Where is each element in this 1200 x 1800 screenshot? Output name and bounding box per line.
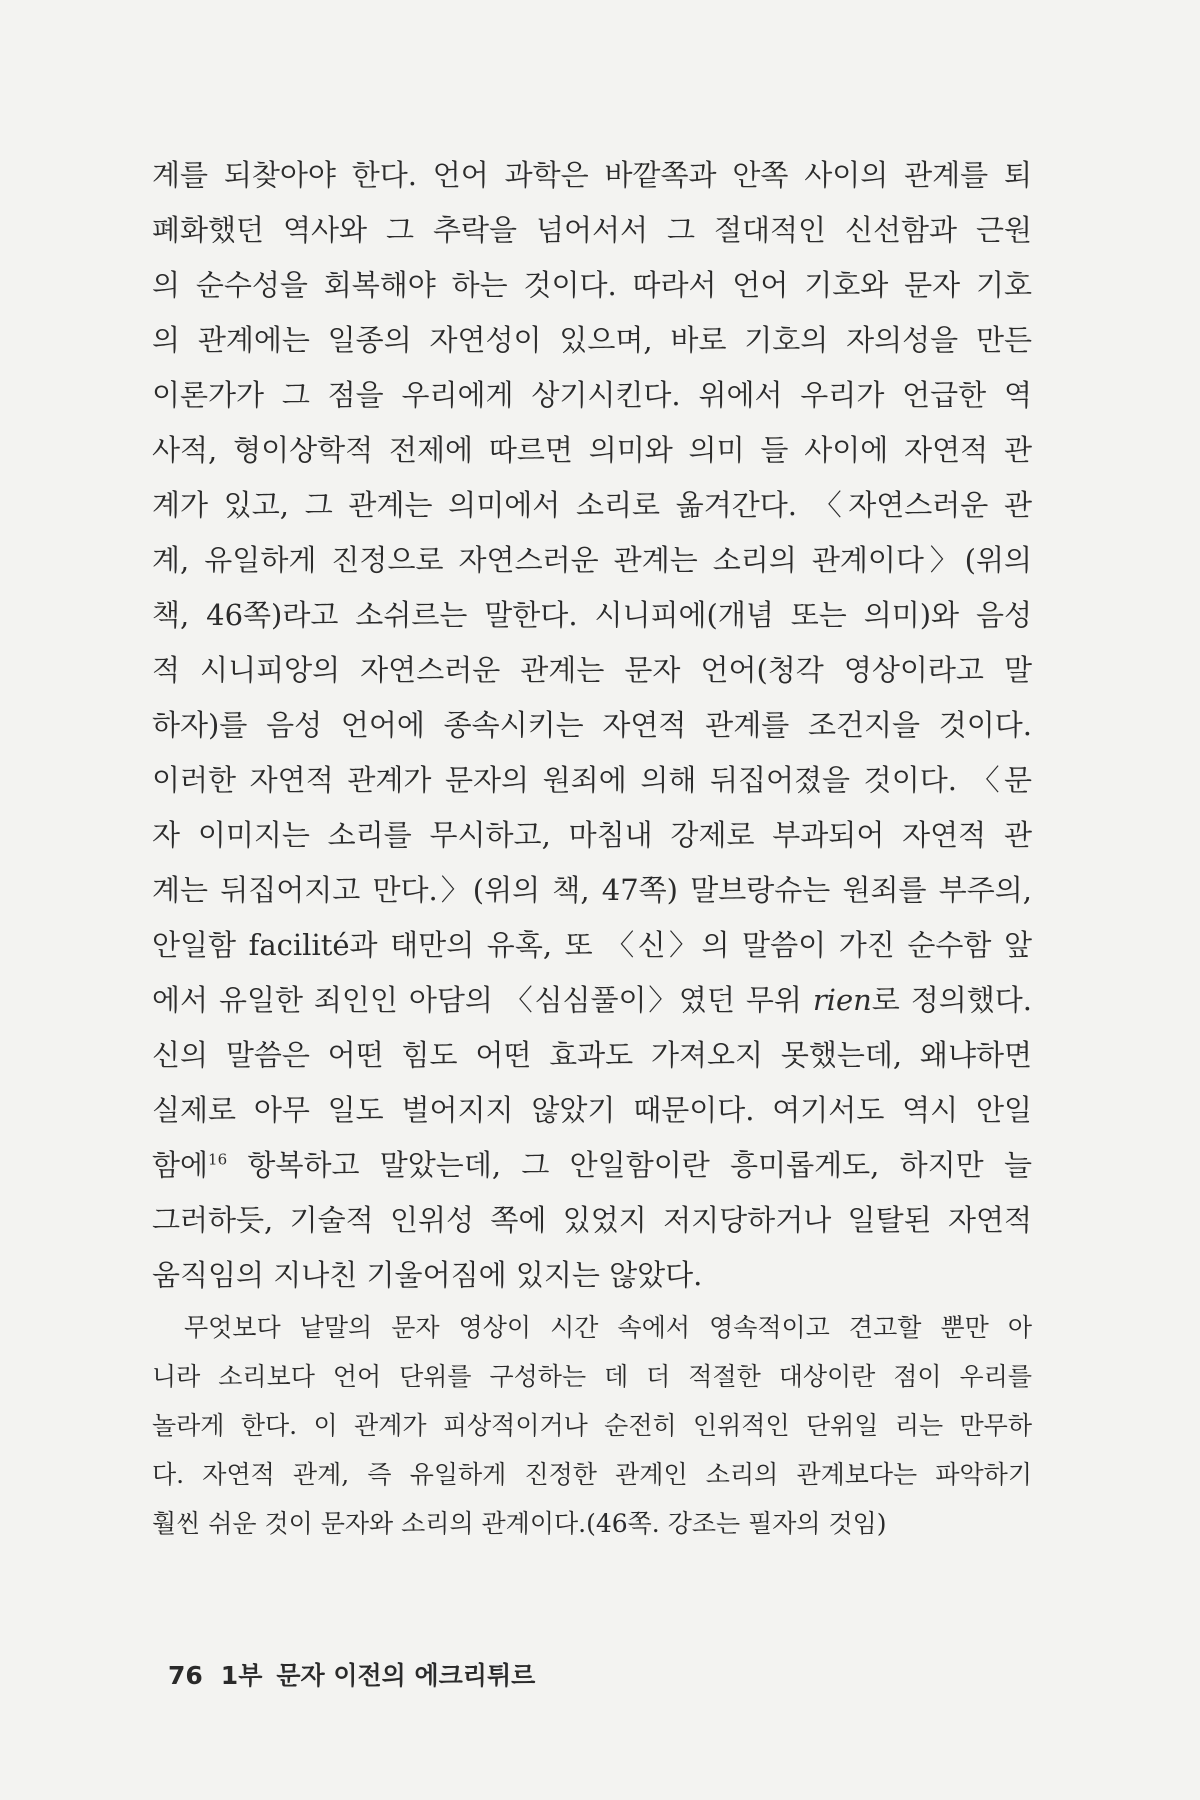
text-segment: 의 관계에는 일종의 자연성이 있으며, 바로 기호의 자의성을 만든 <box>152 323 1032 357</box>
text-segment: 계가 있고, 그 관계는 의미에서 소리로 옮겨간다. 〈자연스러운 관 <box>152 488 1032 522</box>
text-line <box>152 1248 1032 1303</box>
text-line <box>152 643 1032 698</box>
text-line <box>152 698 1032 753</box>
text-line <box>152 148 1032 203</box>
text-line <box>152 533 1032 588</box>
text-line <box>152 1028 1032 1083</box>
main-paragraph <box>152 148 1032 1303</box>
text-line <box>152 258 1032 313</box>
page-number: 76 <box>168 1661 203 1690</box>
text-line <box>152 863 1032 918</box>
text-segment: 이러한 자연적 관계가 문자의 원죄에 의해 뒤집어졌을 것이다. 〈문 <box>152 763 1032 797</box>
text-segment: 그러하듯, 기술적 인위성 쪽에 있었지 저지당하거나 일탈된 자연적 <box>152 1203 1032 1237</box>
text-segment: 에서 유일한 죄인인 아담의 〈심심풀이〉였던 무위 <box>152 983 813 1017</box>
text-line <box>152 203 1032 258</box>
quote-line: 무엇보다 낱말의 문자 영상이 시간 속에서 영속적이고 견고할 뿐만 아 <box>184 1313 1032 1342</box>
italic-term: rien <box>812 983 872 1017</box>
text-segment: 계를 되찾아야 한다. 언어 과학은 바깥쪽과 안쪽 사이의 관계를 퇴 <box>152 158 1032 192</box>
page-footer <box>168 1656 535 1692</box>
text-segment: 함에 <box>152 1148 209 1182</box>
text-segment: 사적, 형이상학적 전제에 따르면 의미와 의미 들 사이에 자연적 관 <box>152 433 1032 467</box>
text-segment: 적 시니피앙의 자연스러운 관계는 문자 언어(청각 영상이라고 말 <box>152 653 1032 687</box>
text-segment: 이론가가 그 점을 우리에게 상기시킨다. 위에서 우리가 언급한 역 <box>152 378 1032 412</box>
text-line <box>152 973 1032 1028</box>
text-segment: 안일함 facilité과 태만의 유혹, 또 〈신〉의 말씀이 가진 순수함 앞 <box>152 928 1032 962</box>
text-segment: 신의 말씀은 어떤 힘도 어떤 효과도 가져오지 못했는데, 왜냐하면 <box>152 1038 1032 1072</box>
text-line <box>152 753 1032 808</box>
text-segment: 움직임의 지나친 기울어짐에 있지는 않았다. <box>152 1258 703 1292</box>
text-segment: 의 순수성을 회복해야 하는 것이다. 따라서 언어 기호와 문자 기호 <box>152 268 1032 302</box>
quote-line: 훨씬 쉬운 것이 문자와 소리의 관계이다.(46쪽. 강조는 필자의 것임) <box>152 1509 887 1538</box>
text-segment: 항복하고 말았는데, 그 안일함이란 흥미롭게도, 하지만 늘 <box>227 1148 1032 1182</box>
footnote-marker: 16 <box>208 1150 228 1169</box>
text-segment: 실제로 아무 일도 벌어지지 않았기 때문이다. 여기서도 역시 안일 <box>152 1093 1032 1127</box>
chapter-label: 1부 <box>220 1661 263 1690</box>
text-line <box>152 918 1032 973</box>
text-line <box>152 368 1032 423</box>
quote-line: 놀라게 한다. 이 관계가 피상적이거나 순전히 인위적인 단위일 리는 만무하 <box>152 1411 1032 1440</box>
quote-line: 다. 자연적 관계, 즉 유일하게 진정한 관계인 소리의 관계보다는 파악하기 <box>152 1460 1032 1489</box>
text-line <box>152 313 1032 368</box>
quote-line: 니라 소리보다 언어 단위를 구성하는 데 더 적절한 대상이란 점이 우리를 <box>152 1362 1032 1391</box>
text-segment: 책, 46쪽)라고 소쉬르는 말한다. 시니피에(개념 또는 의미)와 음성 <box>152 598 1032 632</box>
text-line <box>152 423 1032 478</box>
text-line <box>152 808 1032 863</box>
text-segment: 자 이미지는 소리를 무시하고, 마침내 강제로 부과되어 자연적 관 <box>152 818 1032 852</box>
text-segment: 로 정의했다. <box>871 983 1032 1017</box>
running-title: 문자 이전의 에크리튀르 <box>276 1661 536 1690</box>
block-quote <box>152 1303 1032 1548</box>
text-line <box>152 1193 1032 1248</box>
text-segment: 폐화했던 역사와 그 추락을 넘어서서 그 절대적인 신선함과 근원 <box>152 213 1032 247</box>
text-line <box>152 1083 1032 1138</box>
text-line <box>152 1138 1032 1193</box>
text-segment: 계, 유일하게 진정으로 자연스러운 관계는 소리의 관계이다〉(위의 <box>152 543 1032 577</box>
text-segment: 하자)를 음성 언어에 종속시키는 자연적 관계를 조건지을 것이다. <box>152 708 1032 742</box>
text-line <box>152 588 1032 643</box>
text-segment: 계는 뒤집어지고 만다.〉(위의 책, 47쪽) 말브랑슈는 원죄를 부주의, <box>152 873 1032 907</box>
text-line <box>152 478 1032 533</box>
